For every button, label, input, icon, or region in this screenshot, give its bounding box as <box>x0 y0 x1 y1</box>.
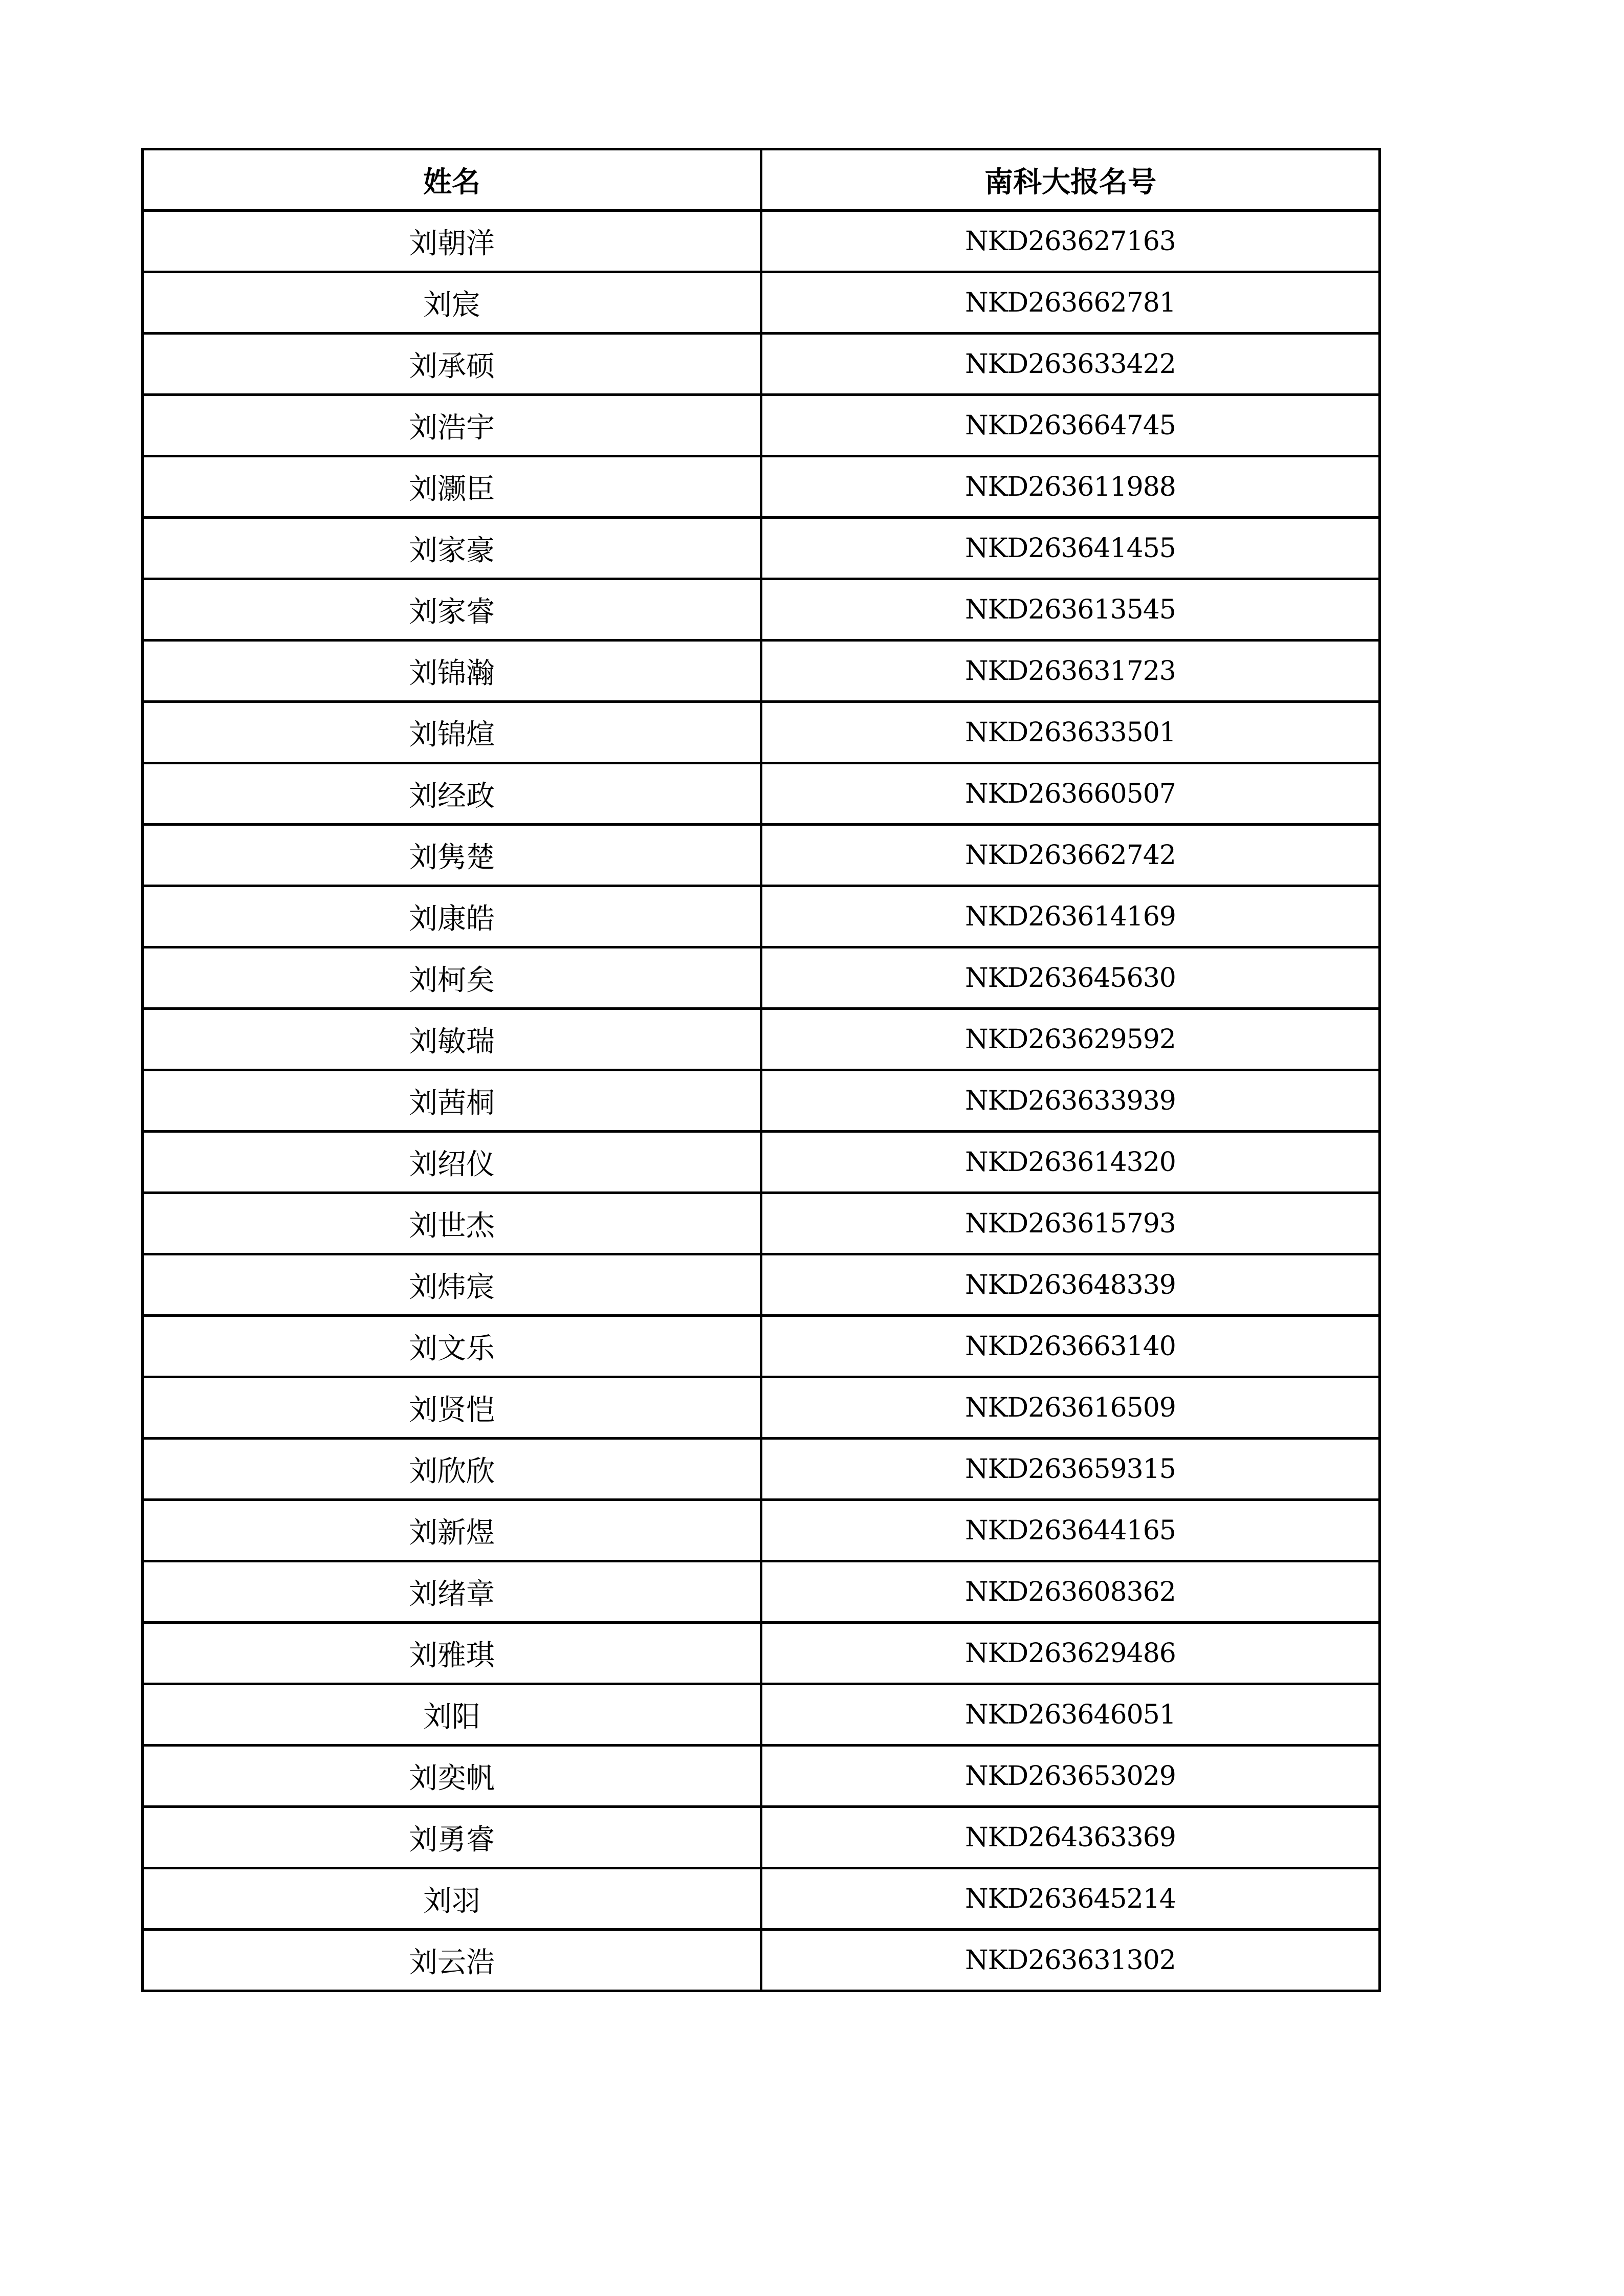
student-name-cell: 刘奕帆 <box>143 1746 761 1807</box>
table-row <box>143 395 1380 456</box>
table-row <box>143 211 1380 272</box>
table-row <box>143 1807 1380 1868</box>
student-name-cell: 刘茜桐 <box>143 1070 761 1132</box>
registration-number-cell: NKD263627163 <box>761 211 1380 272</box>
table-row <box>143 1623 1380 1684</box>
registration-number-cell: NKD263615793 <box>761 1193 1380 1254</box>
table-row <box>143 1684 1380 1746</box>
student-name-cell: 刘浩宇 <box>143 395 761 456</box>
table-row <box>143 1930 1380 1991</box>
student-name-cell: 刘云浩 <box>143 1930 761 1991</box>
registration-number-cell: NKD263614169 <box>761 886 1380 947</box>
table-row <box>143 334 1380 395</box>
registration-number-cell: NKD263613545 <box>761 579 1380 641</box>
table-row <box>143 947 1380 1009</box>
table-row <box>143 1193 1380 1254</box>
student-name-cell: 刘羽 <box>143 1868 761 1930</box>
registration-number-cell: NKD263662742 <box>761 825 1380 886</box>
registration-number-cell: NKD263648339 <box>761 1254 1380 1316</box>
student-name-cell: 刘贤恺 <box>143 1377 761 1439</box>
registration-number-cell: NKD263664745 <box>761 395 1380 456</box>
student-name-cell: 刘勇睿 <box>143 1807 761 1868</box>
registration-number-cell: NKD263616509 <box>761 1377 1380 1439</box>
name-column-header: 姓名 <box>143 149 761 211</box>
registration-number-cell: NKD263660507 <box>761 763 1380 825</box>
table-row <box>143 518 1380 579</box>
registration-number-cell: NKD264363369 <box>761 1807 1380 1868</box>
table-row <box>143 1377 1380 1439</box>
registration-number-cell: NKD263633501 <box>761 702 1380 763</box>
registration-number-cell: NKD263663140 <box>761 1316 1380 1377</box>
table-row <box>143 1132 1380 1193</box>
registration-number-cell: NKD263641455 <box>761 518 1380 579</box>
student-name-cell: 刘炜宸 <box>143 1254 761 1316</box>
student-name-cell: 刘世杰 <box>143 1193 761 1254</box>
student-name-cell: 刘柯矣 <box>143 947 761 1009</box>
student-name-cell: 刘承硕 <box>143 334 761 395</box>
table-row <box>143 1746 1380 1807</box>
table-row <box>143 1316 1380 1377</box>
roster-table <box>141 148 1381 1992</box>
table-header <box>143 149 1380 211</box>
student-name-cell: 刘文乐 <box>143 1316 761 1377</box>
student-name-cell: 刘锦瀚 <box>143 641 761 702</box>
registration-number-cell: NKD263631723 <box>761 641 1380 702</box>
student-name-cell: 刘家豪 <box>143 518 761 579</box>
table-row <box>143 702 1380 763</box>
student-name-cell: 刘绪章 <box>143 1561 761 1623</box>
table-row <box>143 825 1380 886</box>
table-row <box>143 1868 1380 1930</box>
table-row <box>143 886 1380 947</box>
registration-number-cell: NKD263645630 <box>761 947 1380 1009</box>
table-row <box>143 1561 1380 1623</box>
student-name-cell: 刘朝洋 <box>143 211 761 272</box>
table-row <box>143 272 1380 334</box>
student-name-cell: 刘家睿 <box>143 579 761 641</box>
registration-number-cell: NKD263645214 <box>761 1868 1380 1930</box>
student-name-cell: 刘雅琪 <box>143 1623 761 1684</box>
student-name-cell: 刘敏瑞 <box>143 1009 761 1070</box>
registration-number-cell: NKD263662781 <box>761 272 1380 334</box>
table-row <box>143 641 1380 702</box>
header-row <box>143 149 1380 211</box>
table-row <box>143 1500 1380 1561</box>
table-row <box>143 763 1380 825</box>
registration-number-cell: NKD263644165 <box>761 1500 1380 1561</box>
student-name-cell: 刘新煜 <box>143 1500 761 1561</box>
registration-number-cell: NKD263653029 <box>761 1746 1380 1807</box>
registration-number-cell: NKD263608362 <box>761 1561 1380 1623</box>
registration-number-cell: NKD263631302 <box>761 1930 1380 1991</box>
table-body <box>143 211 1380 1991</box>
student-name-cell: 刘灏臣 <box>143 456 761 518</box>
table-row <box>143 1254 1380 1316</box>
registration-number-cell: NKD263633939 <box>761 1070 1380 1132</box>
student-name-cell: 刘锦煊 <box>143 702 761 763</box>
student-name-cell: 刘康皓 <box>143 886 761 947</box>
registration-number-cell: NKD263659315 <box>761 1439 1380 1500</box>
registration-number-cell: NKD263614320 <box>761 1132 1380 1193</box>
registration-number-cell: NKD263611988 <box>761 456 1380 518</box>
table-row <box>143 1009 1380 1070</box>
table-row <box>143 1439 1380 1500</box>
student-name-cell: 刘宸 <box>143 272 761 334</box>
registration-number-cell: NKD263633422 <box>761 334 1380 395</box>
table-row <box>143 1070 1380 1132</box>
registration-number-cell: NKD263646051 <box>761 1684 1380 1746</box>
table-row <box>143 579 1380 641</box>
student-name-cell: 刘隽楚 <box>143 825 761 886</box>
student-name-cell: 刘阳 <box>143 1684 761 1746</box>
registration-number-cell: NKD263629592 <box>761 1009 1380 1070</box>
student-name-cell: 刘欣欣 <box>143 1439 761 1500</box>
student-name-cell: 刘经政 <box>143 763 761 825</box>
student-name-cell: 刘绍仪 <box>143 1132 761 1193</box>
registration-number-column-header: 南科大报名号 <box>761 149 1380 211</box>
table-row <box>143 456 1380 518</box>
registration-number-cell: NKD263629486 <box>761 1623 1380 1684</box>
